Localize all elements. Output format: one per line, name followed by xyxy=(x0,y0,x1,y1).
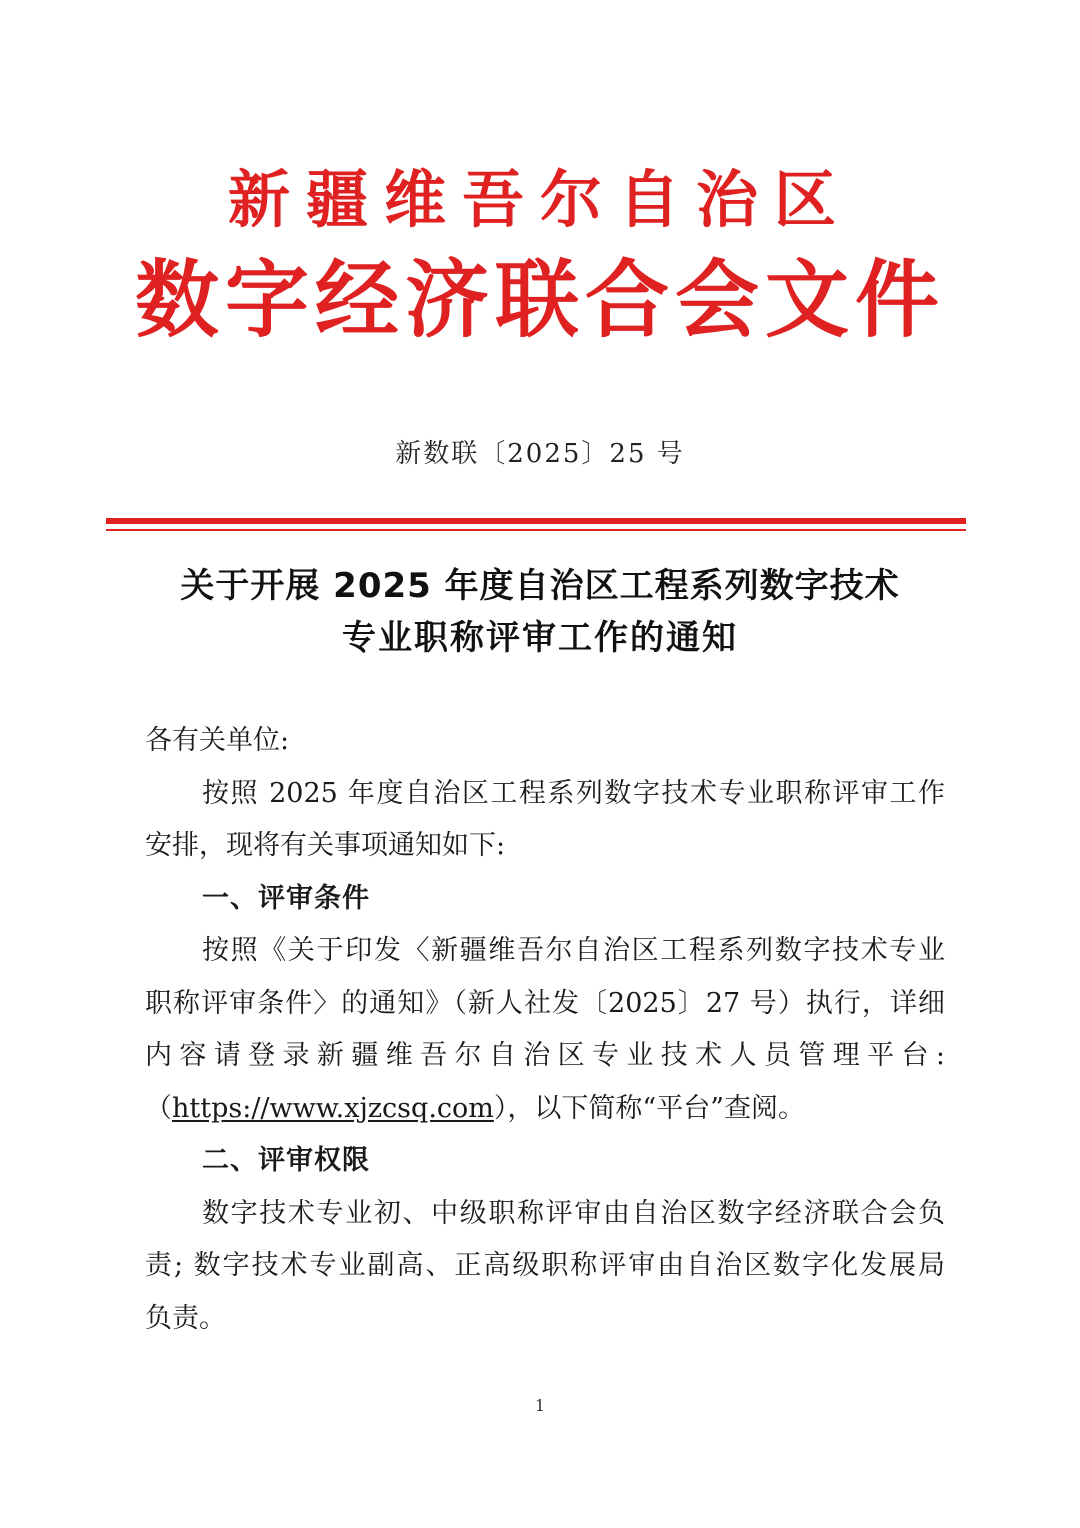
link-close-text: ），以下简称“平台”查阅。 xyxy=(493,1092,805,1124)
red-separator-thick xyxy=(106,518,966,524)
section1-line-1: 按照《关于印发〈新疆维吾尔自治区工程系列数字技术专业 xyxy=(202,935,945,966)
section2-line-3: 负责。 xyxy=(145,1302,226,1334)
masthead-issuer-document: 数字经济联合会文件 xyxy=(134,251,945,349)
section1-line-2: 职称评审条件〉的通知》（新人社发〔2025〕27 号）执行，详细 xyxy=(145,987,945,1019)
link-open-paren: （ xyxy=(145,1092,172,1124)
platform-url-link[interactable]: https://www.xjzcsq.com xyxy=(172,1092,494,1124)
document-title-line-2: 专业职称评审工作的通知 xyxy=(342,618,738,658)
section2-line-1: 数字技术专业初、中级职称评审由自治区数字经济联合会负 xyxy=(202,1197,945,1229)
document-number: 新数联〔2025〕25 号 xyxy=(395,439,685,469)
intro-line-1: 按照 2025 年度自治区工程系列数字技术专业职称评审工作 xyxy=(202,777,945,809)
document-body xyxy=(145,715,945,1345)
section2-line-2: 责; 数字技术专业副高、正高级职称评审由自治区数字化发展局 xyxy=(145,1250,945,1281)
intro-line-2: 安排，现将有关事项通知如下: xyxy=(145,830,506,861)
section1-line-4 xyxy=(145,1083,945,1136)
section1-line-3: 内容请登录新疆维吾尔自治区专业技术人员管理平台: xyxy=(145,1040,945,1071)
document-title-line-1: 关于开展 2025 年度自治区工程系列数字技术 xyxy=(180,566,900,606)
salutation: 各有关单位: xyxy=(145,725,290,756)
page-number: 1 xyxy=(534,1396,546,1415)
section-heading-review-authority: 二、评审权限 xyxy=(202,1145,370,1176)
red-separator-thin xyxy=(106,529,966,531)
masthead-issuer-region: 新疆维吾尔自治区 xyxy=(227,163,852,236)
section-heading-review-conditions: 一、评审条件 xyxy=(202,882,370,914)
